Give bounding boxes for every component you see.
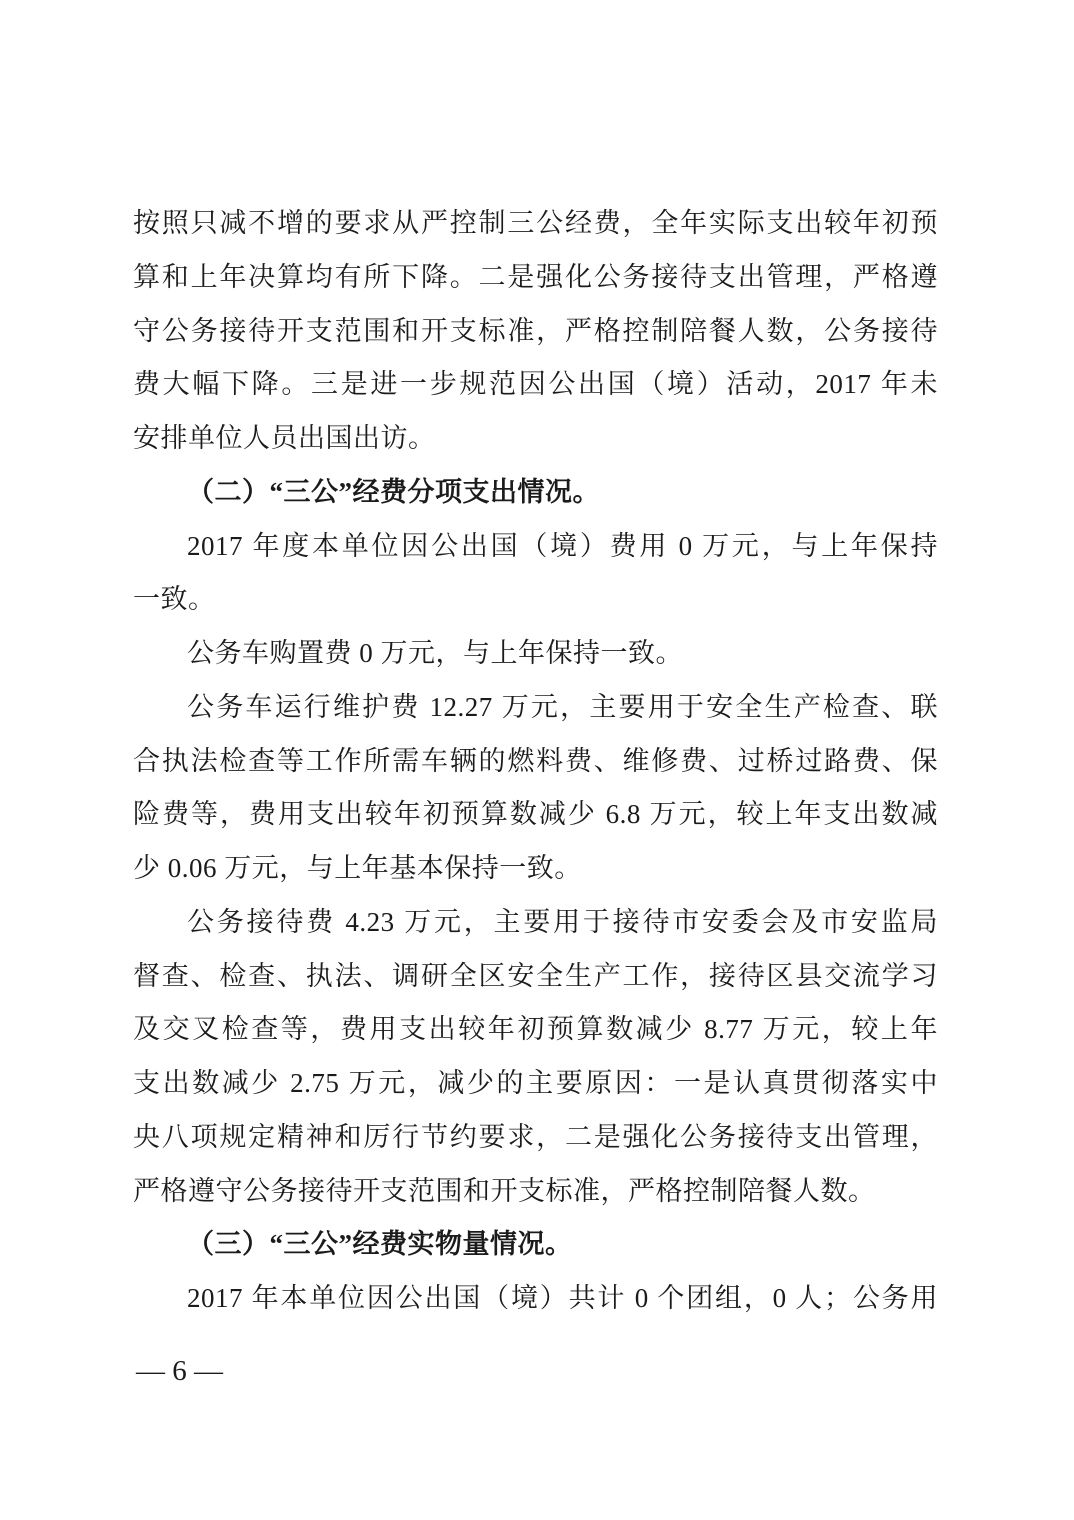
text-line: 合执法检查等工作所需车辆的燃料费、维修费、过桥过路费、保 — [133, 745, 938, 776]
page-footer — [136, 1352, 223, 1390]
text-line: 及交叉检查等，费用支出较年初预算数减少 8.77 万元，较上年 — [133, 1014, 938, 1045]
text-line: 按照只减不增的要求从严控制三公经费，全年实际支出较年初预 — [133, 208, 938, 238]
text-line: 督查、检查、执法、调研全区安全生产工作，接待区县交流学习 — [133, 960, 938, 991]
para-vehicle-maintenance-expense — [133, 681, 938, 896]
text-line: 守公务接待开支范围和开支标准，严格控制陪餐人数，公务接待 — [133, 315, 938, 346]
heading-section-three — [133, 1218, 938, 1272]
text-line: 一致。 — [133, 584, 216, 615]
text-line: 严格遵守公务接待开支范围和开支标准，严格控制陪餐人数。 — [133, 1175, 876, 1206]
text-line: 安排单位人员出国出访。 — [133, 423, 436, 453]
para-abroad-expense — [133, 520, 938, 628]
para-vehicle-purchase-expense — [133, 627, 938, 681]
text-line: 公务车购置费 0 万元，与上年保持一致。 — [187, 638, 683, 668]
text-line: 央八项规定精神和厉行节约要求，二是强化公务接待支出管理， — [133, 1121, 938, 1152]
text-line: （三）“三公”经费实物量情况。 — [187, 1229, 573, 1260]
text-line: 2017 年本单位因公出国（境）共计 0 个团组，0 人；公务用 — [187, 1283, 938, 1313]
text-line: （二）“三公”经费分项支出情况。 — [187, 476, 600, 507]
text-line: 少 0.06 万元，与上年基本保持一致。 — [133, 853, 582, 883]
text-line: 费大幅下降。三是进一步规范因公出国（境）活动，2017 年未 — [133, 369, 938, 400]
para-physical-quantity — [133, 1272, 938, 1326]
para-official-reception-expense — [133, 896, 938, 1219]
text-line: 公务接待费 4.23 万元，主要用于接待市安委会及市安监局 — [187, 906, 938, 937]
text-line: 公务车运行维护费 12.27 万元，主要用于安全生产检查、联 — [187, 691, 938, 722]
para-overall-control-continuation — [133, 197, 938, 466]
text-line: 2017 年度本单位因公出国（境）费用 0 万元，与上年保持 — [187, 530, 938, 561]
page-number: — 6 — — [136, 1355, 223, 1387]
heading-section-two — [133, 466, 938, 520]
text-block — [133, 197, 938, 1326]
text-line: 险费等，费用支出较年初预算数减少 6.8 万元，较上年支出数减 — [133, 799, 938, 830]
text-line: 支出数减少 2.75 万元，减少的主要原因：一是认真贯彻落实中 — [133, 1068, 938, 1098]
text-line: 算和上年决算均有所下降。二是强化公务接待支出管理，严格遵 — [133, 261, 938, 292]
